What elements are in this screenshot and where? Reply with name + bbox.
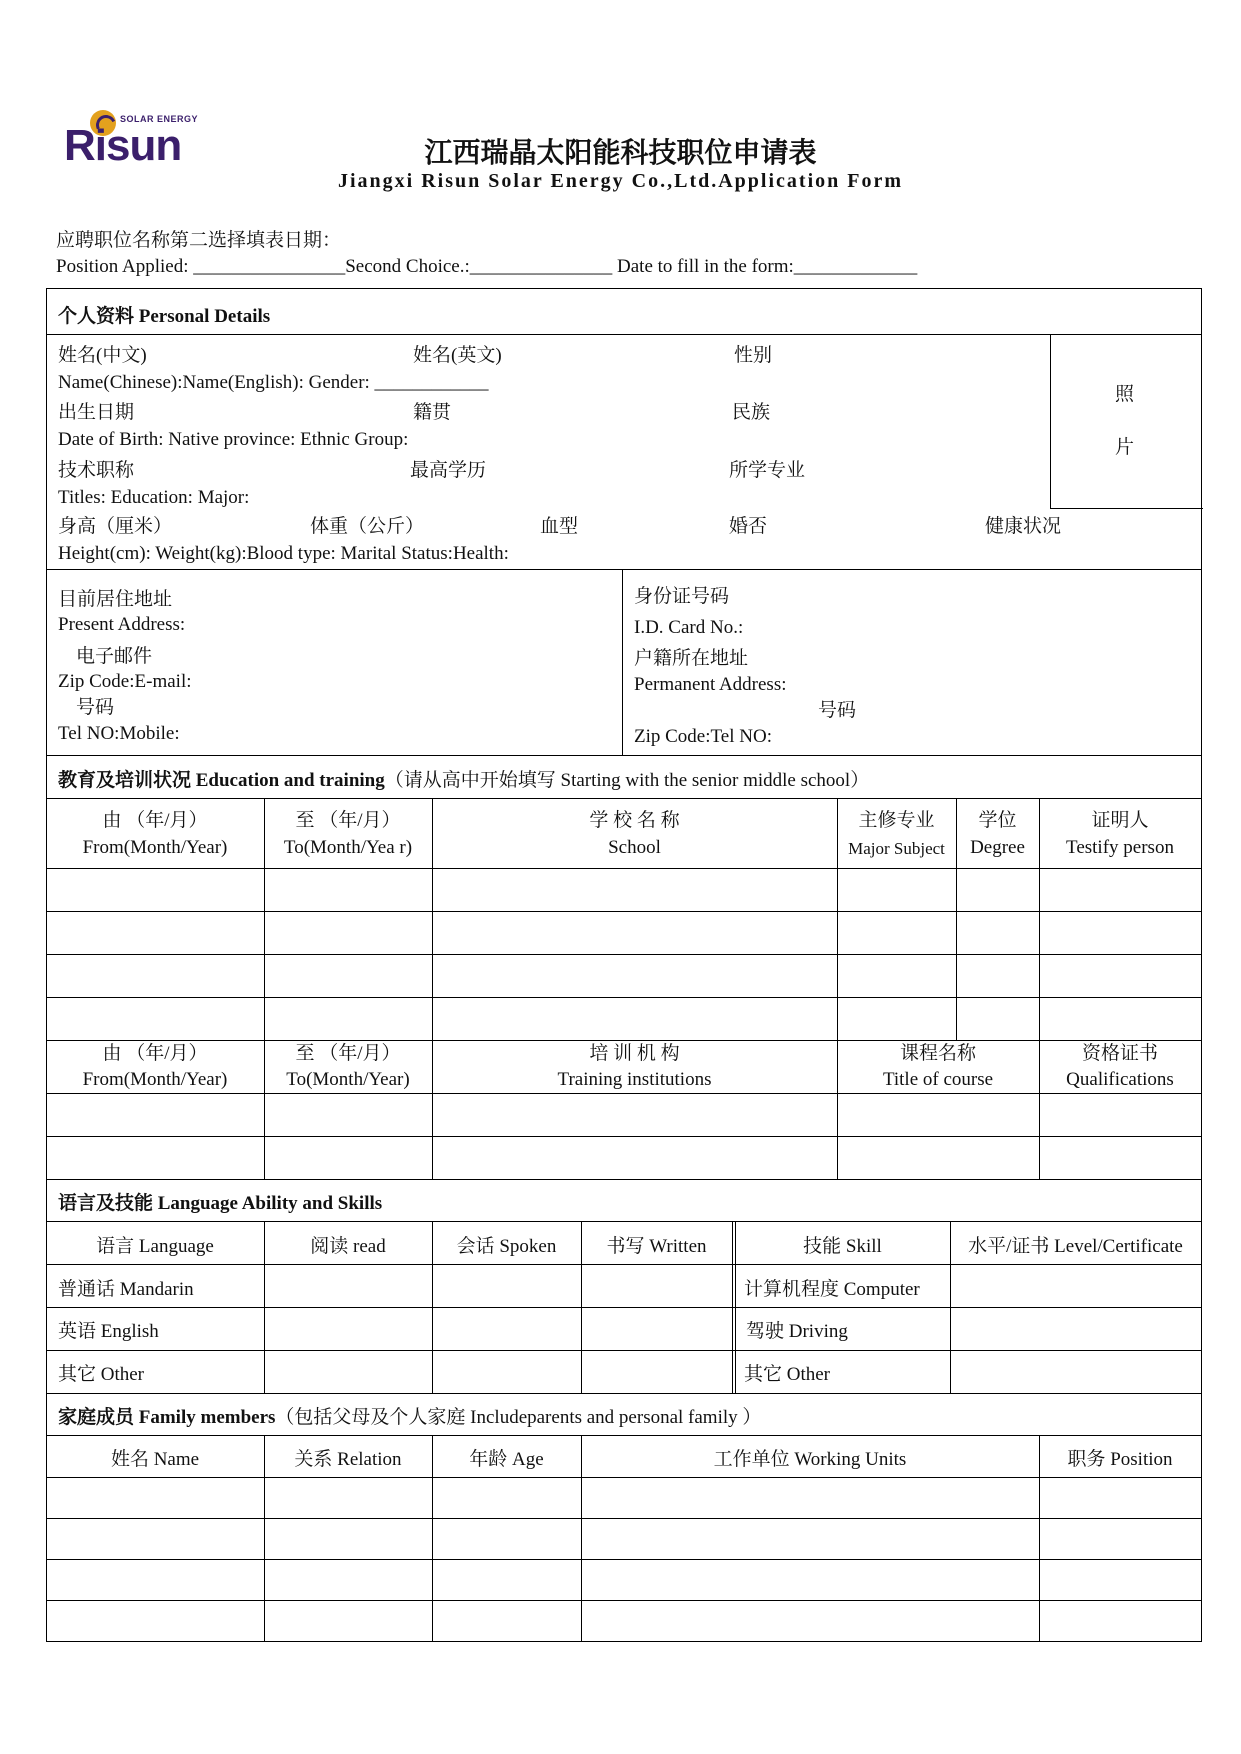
- table-rule: [46, 1307, 1202, 1308]
- label-no-cn: 号码: [818, 700, 857, 721]
- education-header-title: 教育及培训状况 Education and training: [58, 770, 385, 791]
- label-height: 身高（厘米）: [58, 516, 173, 537]
- table-rule: [46, 755, 1202, 756]
- edu-col-school-en: School: [608, 837, 661, 858]
- family-header-note: （包括父母及个人家庭 Includeparents and personal family ）: [275, 1407, 762, 1428]
- label-id-en: I.D. Card No.:: [634, 617, 744, 638]
- label-health: 健康状况: [985, 516, 1062, 537]
- personal-header: 个人资料 Personal Details: [58, 306, 271, 327]
- label-id-cn: 身份证号码: [634, 586, 730, 607]
- train-col-qual-en: Qualifications: [1066, 1069, 1174, 1090]
- edu-col-to-cn: 至 （年/月）: [295, 810, 401, 831]
- table-rule: [46, 334, 1202, 335]
- label-ethnic: 民族: [732, 402, 771, 423]
- table-rule: [46, 288, 1202, 289]
- train-col-to-en: To(Month/Year): [286, 1069, 410, 1090]
- table-rule: [46, 911, 1202, 912]
- family-col-position: 职务 Position: [1067, 1449, 1173, 1470]
- edu-col-major-cn: 主修专业: [858, 810, 935, 831]
- table-rule: [46, 288, 47, 1642]
- table-rule: [46, 1350, 1202, 1351]
- lang-col-read: 阅读 read: [310, 1236, 386, 1257]
- family-header-title: 家庭成员 Family members: [58, 1407, 276, 1428]
- edu-col-testify-cn: 证明人: [1091, 810, 1149, 831]
- label-perm-en: Permanent Address:: [634, 674, 787, 695]
- family-col-name: 姓名 Name: [110, 1449, 200, 1470]
- logo-subtitle: SOLAR ENERGY: [120, 114, 199, 124]
- label-present-en: Present Address:: [58, 614, 186, 635]
- edu-col-testify-en: Testify person: [1066, 837, 1174, 858]
- table-rule: [46, 1179, 1202, 1180]
- edu-col-major-en: Major Subject: [848, 839, 945, 858]
- table-rule: [46, 569, 1202, 570]
- edu-col-school-cn: 学 校 名 称: [589, 810, 680, 831]
- table-rule: [46, 1477, 1202, 1478]
- photo-label-2: 片: [1115, 437, 1135, 458]
- table-rule: [46, 1641, 1202, 1642]
- table-rule: [46, 798, 1202, 799]
- edu-col-to-en: To(Month/Yea r): [283, 837, 413, 858]
- table-rule: [46, 1600, 1202, 1601]
- lang-row-english: 英语 English: [58, 1321, 159, 1342]
- skill-row-other: 其它 Other: [744, 1364, 831, 1385]
- skill-col-skill: 技能 Skill: [803, 1236, 882, 1257]
- table-rule: [46, 1435, 1202, 1436]
- edu-col-from-en: From(Month/Year): [82, 837, 228, 858]
- education-header-note: （请从高中开始填写 Starting with the senior middle school）: [384, 770, 870, 791]
- label-marital: 婚否: [729, 516, 768, 537]
- form-title-cn: 江西瑞晶太阳能科技职位申请表: [424, 138, 817, 169]
- family-col-relation: 关系 Relation: [294, 1449, 402, 1470]
- table-rule: [46, 1559, 1202, 1560]
- row1-en: Name(Chinese):Name(English): Gender: ____________: [58, 372, 489, 393]
- train-col-from-en: From(Month/Year): [82, 1069, 228, 1090]
- lang-col-written: 书写 Written: [606, 1236, 707, 1257]
- lang-row-other: 其它 Other: [58, 1364, 145, 1385]
- label-name-cn: 姓名(中文): [58, 345, 147, 366]
- table-rule: [46, 1393, 1202, 1394]
- applied-cn: 应聘职位名称第二选择填表日期：: [56, 230, 342, 251]
- label-blood: 血型: [540, 516, 579, 537]
- lang-col-spoken: 会话 Spoken: [456, 1236, 557, 1257]
- label-present-cn: 目前居住地址: [58, 589, 173, 610]
- train-col-inst-en: Training institutions: [557, 1069, 712, 1090]
- form-title-en: Jiangxi Risun Solar Energy Co.,Ltd.Application Form: [337, 170, 904, 192]
- label-major: 所学专业: [729, 460, 806, 481]
- family-header: [58, 1407, 761, 1429]
- train-col-to-cn: 至 （年/月）: [295, 1043, 401, 1064]
- train-col-course-en: Title of course: [882, 1069, 994, 1090]
- table-rule: [46, 1093, 1202, 1094]
- skill-row-computer: 计算机程度 Computer: [744, 1279, 920, 1300]
- label-titles: 技术职称: [58, 460, 135, 481]
- applied-en: Position Applied: ________________Second Choice.:_______________ Date to fill in the form:_____________: [56, 256, 918, 277]
- edu-col-from-cn: 由 （年/月）: [102, 810, 208, 831]
- family-col-units: 工作单位 Working Units: [713, 1449, 907, 1470]
- train-col-qual-cn: 资格证书: [1081, 1043, 1158, 1064]
- table-rule: [46, 1221, 1202, 1222]
- language-header: 语言及技能 Language Ability and Skills: [58, 1193, 383, 1214]
- label-dob: 出生日期: [58, 402, 135, 423]
- logo-name: Risun: [64, 121, 182, 170]
- label-name-en: 姓名(英文): [413, 345, 502, 366]
- label-gender: 性别: [734, 345, 773, 366]
- table-rule: [46, 868, 1202, 869]
- row4-en: Height(cm): Weight(kg):Blood type: Marital Status:Health:: [58, 543, 509, 564]
- photo-box[interactable]: [1050, 334, 1203, 509]
- table-rule: [46, 1264, 1202, 1265]
- label-mobile-cn: 号码: [76, 697, 115, 718]
- row3-en: Titles: Education: Major:: [58, 487, 250, 508]
- train-col-inst-cn: 培 训 机 构: [589, 1043, 680, 1064]
- table-rule: [46, 1518, 1202, 1519]
- label-zip-tel: Zip Code:Tel NO:: [634, 726, 772, 747]
- edu-col-degree-en: Degree: [970, 837, 1025, 858]
- label-email-cn: 电子邮件: [76, 646, 153, 667]
- table-rule: [622, 569, 623, 755]
- skill-row-driving: 驾驶 Driving: [746, 1321, 848, 1342]
- row2-en: Date of Birth: Native province: Ethnic Group:: [58, 429, 409, 450]
- train-col-course-cn: 课程名称: [899, 1043, 976, 1064]
- table-rule: [956, 798, 957, 1040]
- table-rule: [46, 954, 1202, 955]
- train-col-from-cn: 由 （年/月）: [102, 1043, 208, 1064]
- label-tel-mobile: Tel NO:Mobile:: [58, 723, 180, 744]
- label-weight: 体重（公斤）: [310, 516, 425, 537]
- family-col-age: 年龄 Age: [469, 1449, 544, 1470]
- label-zip-email: Zip Code:E-mail:: [58, 671, 192, 692]
- edu-col-degree-cn: 学位: [978, 810, 1017, 831]
- label-education: 最高学历: [410, 460, 487, 481]
- skill-col-level: 水平/证书 Level/Certificate: [968, 1236, 1183, 1257]
- lang-col-language: 语言 Language: [96, 1236, 214, 1257]
- table-rule: [46, 1136, 1202, 1137]
- education-header: [58, 770, 869, 792]
- label-perm-cn: 户籍所在地址: [634, 648, 749, 669]
- table-rule: [46, 1040, 1202, 1041]
- lang-row-mandarin: 普通话 Mandarin: [58, 1279, 194, 1300]
- label-native: 籍贯: [413, 402, 452, 423]
- table-rule: [46, 997, 1202, 998]
- photo-label-1: 照: [1115, 384, 1135, 405]
